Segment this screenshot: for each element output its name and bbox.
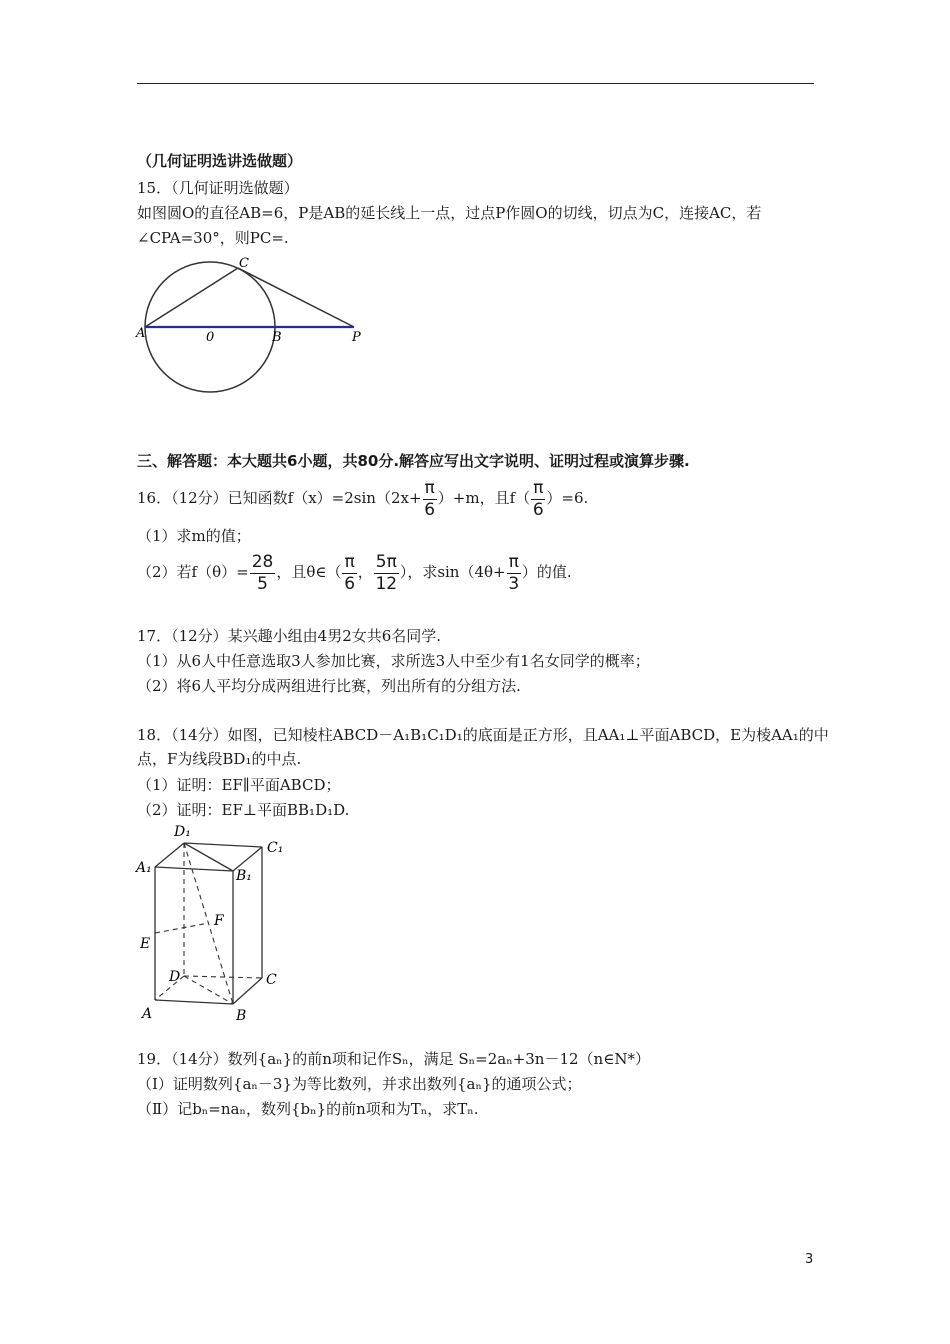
label-f: F — [214, 913, 224, 929]
q16-text-a: 16．（12分）已知函数f（x）=2sin（2x+ — [137, 489, 422, 507]
q16-part1: （1）求m的值； — [137, 527, 251, 545]
label-b: B — [272, 330, 282, 345]
q18-part2: （2）证明：EF⊥平面BB₁D₁D. — [137, 801, 350, 819]
prism-figure — [132, 822, 302, 1027]
q16-text-c: ）=6. — [546, 489, 589, 507]
q17-part1: （1）从6人中任意选取3人参加比赛，求所选3人中至少有1名女同学的概率； — [137, 652, 650, 670]
label-e: E — [140, 936, 151, 952]
tangent-pc — [238, 268, 354, 327]
q19-part1: （Ⅰ）证明数列{aₙ－3}为等比数列，并求出数列{aₙ}的通项公式； — [137, 1075, 582, 1093]
q17-part2: （2）将6人平均分成两组进行比赛，列出所有的分组方法. — [137, 677, 521, 695]
q18-text-line2: 点，F为线段BD₁的中点. — [137, 750, 302, 768]
section-geometry-heading: （几何证明选讲选做题） — [137, 152, 303, 170]
label-d: D — [169, 969, 181, 985]
label-c: C — [266, 972, 277, 988]
page-number: 3 — [805, 1252, 814, 1267]
q19-part2: （Ⅱ）记bₙ=naₙ，数列{bₙ}的前n项和为Tₙ，求Tₙ. — [137, 1100, 479, 1118]
q19-text-line1: 19．（14分）数列{aₙ}的前n项和记作Sₙ，满足 Sₙ=2aₙ+3n－12（n∈N*） — [137, 1050, 650, 1068]
label-o: 0 — [206, 330, 215, 345]
circle-tangent-figure — [130, 255, 370, 395]
line-ac — [145, 268, 238, 327]
section-3-heading: 三、解答题：本大题共6小题，共80分.解答应写出文字说明、证明过程或演算步骤. — [137, 452, 690, 470]
label-b: B — [236, 1008, 247, 1024]
q18-text-line1: 18．（14分）如图，已知棱柱ABCD－A₁B₁C₁D₁的底面是正方形，且AA₁⊥平面ABCD，E为棱AA₁的中 — [137, 726, 829, 744]
label-a1: A₁ — [136, 860, 152, 876]
fraction-5pi-over-12: $\frac{5\pi}{12}$ — [375, 551, 398, 594]
label-p: P — [352, 330, 361, 345]
fraction-pi-over-3: $\frac{\pi}{3}$ — [508, 551, 520, 594]
q15-text-line2: ∠CPA=30°，则PC=. — [137, 229, 289, 247]
q17-heading: 17．（12分）某兴趣小组由4男2女共6名同学. — [137, 627, 442, 645]
q15-text-line1: 如图圆O的直径AB=6，P是AB的延长线上一点，过点P作圆O的切线，切点为C，连接AC，若 — [137, 204, 762, 222]
q16-line1 — [137, 478, 588, 519]
label-c1: C₁ — [267, 840, 284, 856]
q18-part1: （1）证明：EF∥平面ABCD； — [137, 776, 341, 794]
label-a: A — [136, 326, 146, 341]
header-rule — [137, 83, 814, 84]
fraction-pi-over-6-c: $\frac{\pi}{6}$ — [344, 551, 356, 594]
fraction-28-over-5: $\frac{28}{5}$ — [251, 551, 274, 594]
q16-part2: （2）若f（θ）= $\frac{28}{5}$ ，且θ∈（ $\frac{\pi}{6}$ ， $\frac{5\pi}{12}$ ），求sin（4θ+ $\frac{\pi}{3}$ ）的值. — [137, 551, 572, 594]
fraction-pi-over-6-b: $\frac{\pi}{6}$ — [532, 477, 544, 520]
label-a: A — [142, 1006, 153, 1022]
label-b1: B₁ — [236, 868, 252, 884]
label-c: C — [239, 256, 249, 271]
label-d1: D₁ — [174, 824, 191, 840]
fraction-pi-over-6: $\frac{\pi}{6}$ — [424, 477, 436, 520]
q15-heading: 15．（几何证明选做题） — [137, 179, 299, 197]
q16-text-b: ）+m，且f（ — [437, 489, 531, 507]
